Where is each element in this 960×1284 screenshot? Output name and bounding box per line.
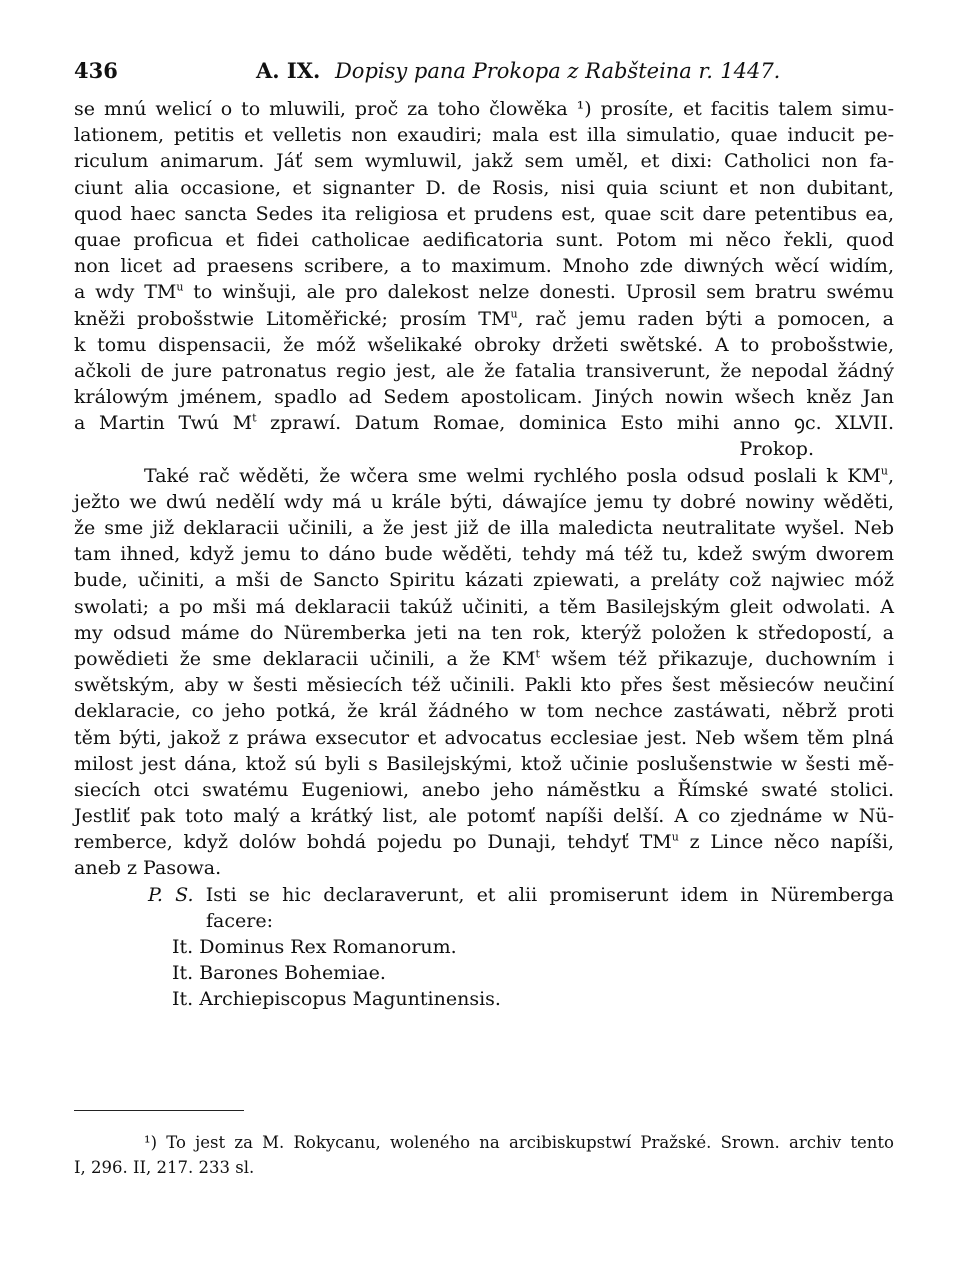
running-title-year: 1447. xyxy=(720,59,781,83)
postscript-label: P. S. xyxy=(148,883,194,906)
text-line: bude, učiniti, a mši de Sancto Spiritu kázati zpiewati, a preláty což najwiec móž xyxy=(74,569,894,592)
text-line: siecích otci swatému Eugeniowi, anebo jeho náměstku a Římské swaté stolici. xyxy=(74,778,894,801)
text-line xyxy=(74,646,894,672)
text-line: Jestliť pak toto malý a krátký list, ale potomť napíši delší. A co zjednáme w Nü- xyxy=(74,805,894,828)
chapter-label: A. IX. xyxy=(256,58,321,83)
text-line: quae proficua et fidei catholicae aedificatoria sunt. Potom mi něco řekli, quod xyxy=(74,228,894,251)
footnote xyxy=(74,1130,894,1180)
text-fragment: to winšuji, ale pro dalekost nelze donesti. Uprosil sem bratru swému xyxy=(183,281,894,304)
text-line: lationem, petitis et velletis non exaudiri; mala est illa simulatio, quae inducit pe- xyxy=(74,124,894,147)
text-line: ježto we dwú nedělí wdy má u krále býti, dáwajíce jemu ty dobré nowiny wěděti, xyxy=(74,490,894,513)
text-line xyxy=(74,306,894,332)
text-line: milost jest dána, ktož sú byli s Basilejskými, ktož učinie poslušenstwie w šesti mě- xyxy=(74,752,894,775)
text-line: non licet ad praesens scribere, a to maximum. Mnoho zde diwných wěcí widím, xyxy=(74,255,894,278)
text-line: swolati; a po mši má deklaracii takúž učiniti, a těm Basilejským gleit odwolati. A xyxy=(74,595,894,618)
text-line: swětským, aby w šesti měsiecích též učinili. Pakli kto přes šest měsieców neučiní xyxy=(74,674,894,697)
superscript: u xyxy=(671,830,679,844)
postscript-line: facere: xyxy=(206,909,273,932)
text-fragment: a wdy TM xyxy=(74,281,177,304)
superscript: u xyxy=(176,280,184,294)
running-title xyxy=(256,58,780,83)
text-line xyxy=(74,463,894,489)
text-line xyxy=(74,279,894,305)
text-line: že sme již deklaracii učinili, a že jest již de illa maledicta neutralitate wyšel. Neb xyxy=(74,517,894,539)
text-line: se mnú welicí o to mluwili, proč za toho člowěka ¹) prosíte, et facitis talem simu- xyxy=(74,98,894,120)
text-line: my odsud máme do Nüremberka jeti na ten rok, kterýž položen k středopostí, a xyxy=(74,621,894,644)
text-line: tam ihned, když jemu to dáno bude wěděti, tehdy má též tu, kdež swým dworem xyxy=(74,543,894,566)
signature: Prokop. xyxy=(739,438,814,461)
text-fragment: powědieti že sme deklaracii učinili, a že KM xyxy=(74,647,536,670)
text-fragment: , rač jemu raden býti a pomocen, a xyxy=(517,307,895,330)
text-fragment: Isti se hic declaraverunt, et alii promiserunt idem in Nüremberga xyxy=(193,883,894,906)
text-line: ciunt alia occasione, et signanter D. de Rosis, nisi quia sciunt et non dubitant, xyxy=(74,176,894,199)
footnote-line: ¹) To jest za M. Rokycanu, woleného na arcibiskupstwí Pražské. Srown. archiv tento xyxy=(144,1133,894,1152)
list-item: It. Barones Bohemiae. xyxy=(172,962,386,985)
text-line: deklaracie, co jeho potká, že král žádného w tom nechce zastáwati, něbrž proti xyxy=(74,700,894,723)
text-fragment: Také rač wěděti, že wčera sme welmi rychlého posla odsud poslali k KM xyxy=(144,464,881,487)
page-number: 436 xyxy=(74,58,118,83)
text-line: quod haec sancta Sedes ita religiosa et prudens est, quae scit dare petentibus ea, xyxy=(74,202,894,225)
postscript-line xyxy=(74,882,894,908)
text-fragment: a Martin Twú M xyxy=(74,412,253,435)
text-line: ačkoli de jure patronatus regio jest, ale že fatalia transiverunt, že nepodal žádný xyxy=(74,359,894,382)
text-fragment: z Lince něco napíši, xyxy=(678,831,895,854)
superscript: u xyxy=(880,464,888,478)
running-header xyxy=(74,58,894,88)
footnote-line: I, 296. II, 217. 233 sl. xyxy=(74,1158,255,1177)
superscript: t xyxy=(252,411,257,425)
list-item: It. Archiepiscopus Maguntinensis. xyxy=(172,988,501,1011)
text-line: králowým jménem, spadlo ad Sedem apostolicam. Jiných nowin wšech kněz Jan xyxy=(74,386,894,409)
text-fragment: , xyxy=(887,464,894,487)
footnote-divider xyxy=(74,1110,244,1111)
text-line: k tomu dispensacii, že móž wšelikaké obroky držeti swětské. A to probošstwie, xyxy=(74,333,894,356)
text-line xyxy=(74,829,894,855)
text-line: riculum animarum. Jáť sem wymluwil, jakž sem uměl, et dixi: Catholici non fa- xyxy=(74,150,894,173)
text-line xyxy=(74,410,894,436)
text-fragment: kněži probošstwie Litoměřické; prosím TM xyxy=(74,307,511,330)
superscript: t xyxy=(535,647,540,661)
running-title-italic: Dopisy pana Prokopa z Rabšteina r. xyxy=(334,59,713,83)
text-fragment: remberce, když dolów bohdá pojedu po Dunaji, tehdyť TM xyxy=(74,831,672,854)
list-item: It. Dominus Rex Romanorum. xyxy=(172,936,457,958)
text-line: aneb z Pasowa. xyxy=(74,857,222,880)
main-text xyxy=(74,96,894,1013)
superscript: u xyxy=(510,307,518,321)
text-line: těm býti, jakož z práwa exsecutor et advocatus ecclesiae jest. Neb wšem těm plná xyxy=(74,726,894,749)
text-fragment: wšem též přikazuje, duchowním i xyxy=(539,647,894,670)
text-fragment: zprawí. Datum Romae, dominica Esto mihi anno ꝯc. XLVII. xyxy=(256,412,894,435)
